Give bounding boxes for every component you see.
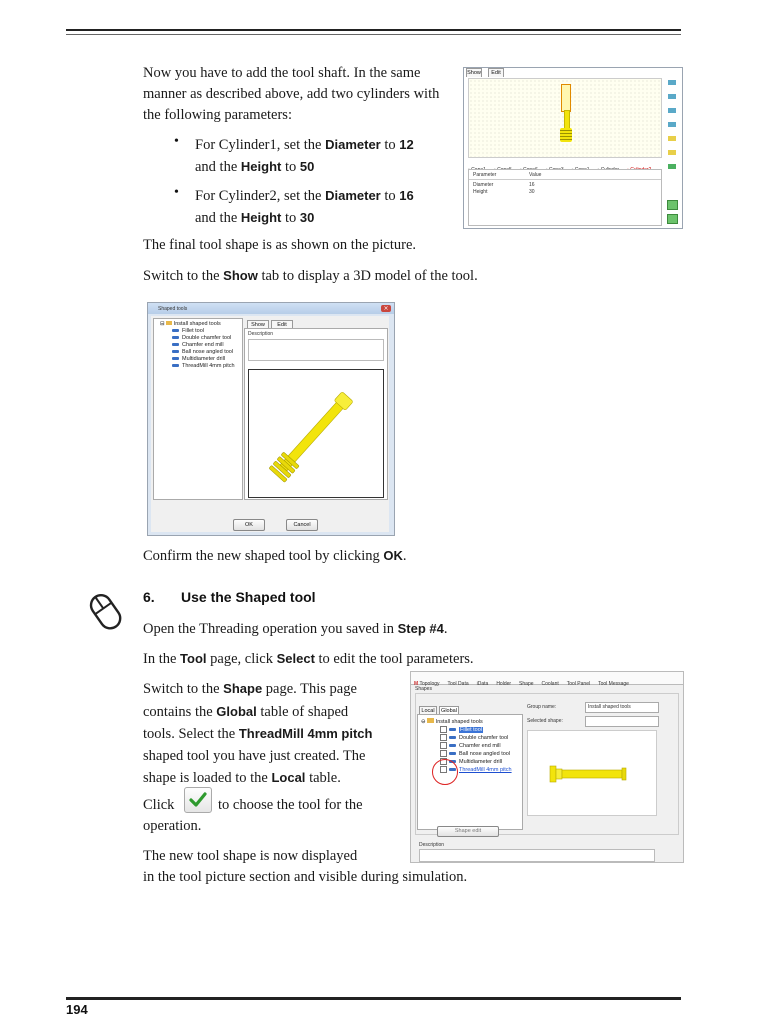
tab-tool-message[interactable]: Tool Message bbox=[598, 681, 629, 687]
bullet-dot: • bbox=[174, 185, 179, 200]
row-height-value[interactable]: 30 bbox=[529, 189, 535, 195]
cancel-button[interactable]: Cancel bbox=[286, 519, 318, 531]
yellow-tool bbox=[269, 390, 356, 483]
final-shape-text: The final tool shape is as shown on the picture. bbox=[143, 237, 417, 253]
tree-item[interactable]: Double chamfer tool bbox=[172, 335, 231, 341]
row-diameter-label: Diameter bbox=[473, 182, 494, 188]
tab-edit[interactable]: Edit bbox=[271, 320, 293, 329]
section-title: Use the Shaped tool bbox=[181, 589, 316, 605]
shape-icon[interactable] bbox=[668, 136, 676, 141]
tree-item-selected[interactable]: ThreadMill 4mm pitch bbox=[172, 363, 235, 369]
top-rule bbox=[66, 29, 681, 31]
shape-icon[interactable] bbox=[668, 94, 676, 99]
tabs-row bbox=[411, 672, 683, 685]
tree-item[interactable]: Multidiameter drill bbox=[172, 356, 225, 362]
selected-shape-label: Selected shape: bbox=[527, 718, 563, 724]
bullet-dot: • bbox=[174, 134, 179, 149]
tree-item[interactable]: Double chamfer tool bbox=[440, 734, 508, 741]
tab-coolant[interactable]: Coolant bbox=[541, 681, 559, 687]
tab-local[interactable]: Local bbox=[419, 706, 437, 715]
tab-show[interactable]: Show bbox=[467, 70, 481, 76]
check-icon bbox=[185, 788, 211, 812]
shape-icon[interactable] bbox=[668, 80, 676, 85]
tool-page-text: In the Tool page, click Select to edit the tool parameters. bbox=[143, 651, 474, 667]
tab-global[interactable]: Global bbox=[439, 706, 459, 715]
shapes-group-label: Shapes bbox=[415, 686, 432, 692]
row-height-label: Height bbox=[473, 189, 488, 195]
ok-button[interactable]: OK bbox=[233, 519, 265, 531]
dialog-title: Shaped tools bbox=[158, 306, 188, 312]
tool-tree bbox=[153, 318, 243, 500]
tab-holder[interactable]: Holder bbox=[496, 681, 512, 687]
tab-topology[interactable]: M Topology bbox=[414, 681, 440, 687]
tab-tool-panel[interactable]: Tool Panel bbox=[566, 681, 591, 687]
tab-show[interactable]: Show bbox=[247, 320, 269, 329]
description-label: Description bbox=[419, 842, 445, 848]
switch-show-text: Switch to the Show tab to display a 3D model of the tool. bbox=[143, 268, 478, 284]
click-text: Click bbox=[143, 797, 175, 813]
tool-outline bbox=[561, 84, 571, 112]
close-icon[interactable]: × bbox=[381, 305, 391, 312]
tree-item[interactable]: Chamfer end mill bbox=[440, 742, 501, 749]
tab-tool-data[interactable]: Tool Data bbox=[447, 681, 469, 687]
mouse-icon bbox=[84, 589, 130, 635]
intro-paragraph: Now you have to add the tool shaft. In the same manner as described above, add two cylinders with the following parameters: bbox=[143, 65, 440, 123]
shaped-tools-dialog bbox=[147, 302, 395, 536]
description-box[interactable] bbox=[248, 339, 384, 361]
shape-icon[interactable] bbox=[668, 150, 676, 155]
load-icon[interactable] bbox=[667, 214, 678, 224]
highlight-circle bbox=[432, 759, 458, 785]
cone-tabs bbox=[468, 158, 664, 166]
shape-icon[interactable] bbox=[668, 122, 676, 127]
shape-icon[interactable] bbox=[668, 164, 676, 169]
global-tree bbox=[417, 714, 523, 830]
col-header-parameter: Parameter bbox=[473, 172, 497, 178]
tool-shaft bbox=[564, 110, 570, 130]
shape-page-screenshot bbox=[410, 671, 684, 863]
tree-root[interactable]: ⊟ Install shaped tools bbox=[160, 321, 221, 327]
shape-edit-button[interactable]: Shape edit bbox=[437, 826, 499, 837]
confirm-check-button[interactable] bbox=[184, 787, 212, 813]
tree-item[interactable]: Ball nose angled tool bbox=[440, 750, 510, 757]
tree-item-threadmill[interactable]: ThreadMill 4mm pitch bbox=[440, 766, 512, 773]
show-panel bbox=[244, 328, 388, 500]
click-text-line2: operation. bbox=[143, 818, 202, 834]
tab-edit[interactable]: Edit bbox=[488, 68, 504, 77]
preview-box bbox=[248, 369, 384, 498]
tree-root[interactable]: ⊖ Install shaped tools bbox=[421, 719, 483, 725]
group-name-field[interactable]: Install shaped tools bbox=[585, 702, 659, 713]
shape-preview bbox=[527, 730, 657, 816]
bullet-cylinder2: For Cylinder2, set the Diameter to 16 and the Height to 30 bbox=[195, 188, 414, 226]
dialog-body bbox=[151, 316, 389, 532]
tab-idata[interactable]: iData bbox=[476, 681, 489, 687]
click-text-after: to choose the tool for the bbox=[218, 797, 363, 813]
tree-item[interactable]: Ball nose angled tool bbox=[172, 349, 233, 355]
tab-shape[interactable]: Shape bbox=[519, 681, 534, 687]
switch-shape-text: Switch to the Shape page. This page contains the Global table of shaped tools. Select the ThreadMill 4mm pitch shaped tool you have just created. The shape is loaded to the Local table. bbox=[143, 681, 373, 786]
group-name-label: Group name: bbox=[527, 704, 557, 710]
bullet-cylinder1: For Cylinder1, set the Diameter to 12 and the Height to 50 bbox=[195, 137, 414, 175]
param-table bbox=[468, 169, 662, 226]
selected-shape-field[interactable] bbox=[585, 716, 659, 727]
toolbar-column bbox=[666, 76, 678, 226]
confirm-text: Confirm the new shaped tool by clicking OK. bbox=[143, 548, 407, 564]
open-operation-text: Open the Threading operation you saved in Step #4. bbox=[143, 621, 448, 637]
col-header-value: Value bbox=[529, 172, 542, 178]
bottom-rule bbox=[66, 997, 681, 1000]
shape-icon[interactable] bbox=[668, 108, 676, 113]
tool-side-preview bbox=[528, 731, 656, 815]
tree-item-selected[interactable]: Fillet tool bbox=[440, 726, 483, 733]
new-shape-line1: The new tool shape is now displayed bbox=[143, 848, 358, 864]
tree-item[interactable]: Fillet tool bbox=[172, 328, 204, 334]
description-label: Description bbox=[248, 331, 274, 337]
save-icon[interactable] bbox=[667, 200, 678, 210]
header-divider bbox=[469, 179, 661, 180]
shape-editor-screenshot bbox=[463, 67, 683, 229]
page-number: 194 bbox=[66, 1002, 88, 1017]
description-field[interactable] bbox=[419, 849, 655, 862]
dialog-titlebar bbox=[148, 303, 394, 314]
section-number: 6. bbox=[143, 589, 155, 605]
tool-3d-preview bbox=[249, 370, 383, 497]
tool-thread bbox=[560, 128, 572, 142]
tree-item[interactable]: Chamfer end mill bbox=[172, 342, 224, 348]
new-shape-line2: in the tool picture section and visible during simulation. bbox=[143, 869, 468, 885]
tree-item[interactable]: Multidiameter drill bbox=[440, 758, 502, 765]
top-rule-thin bbox=[66, 34, 681, 35]
row-diameter-value[interactable]: 16 bbox=[529, 182, 535, 188]
